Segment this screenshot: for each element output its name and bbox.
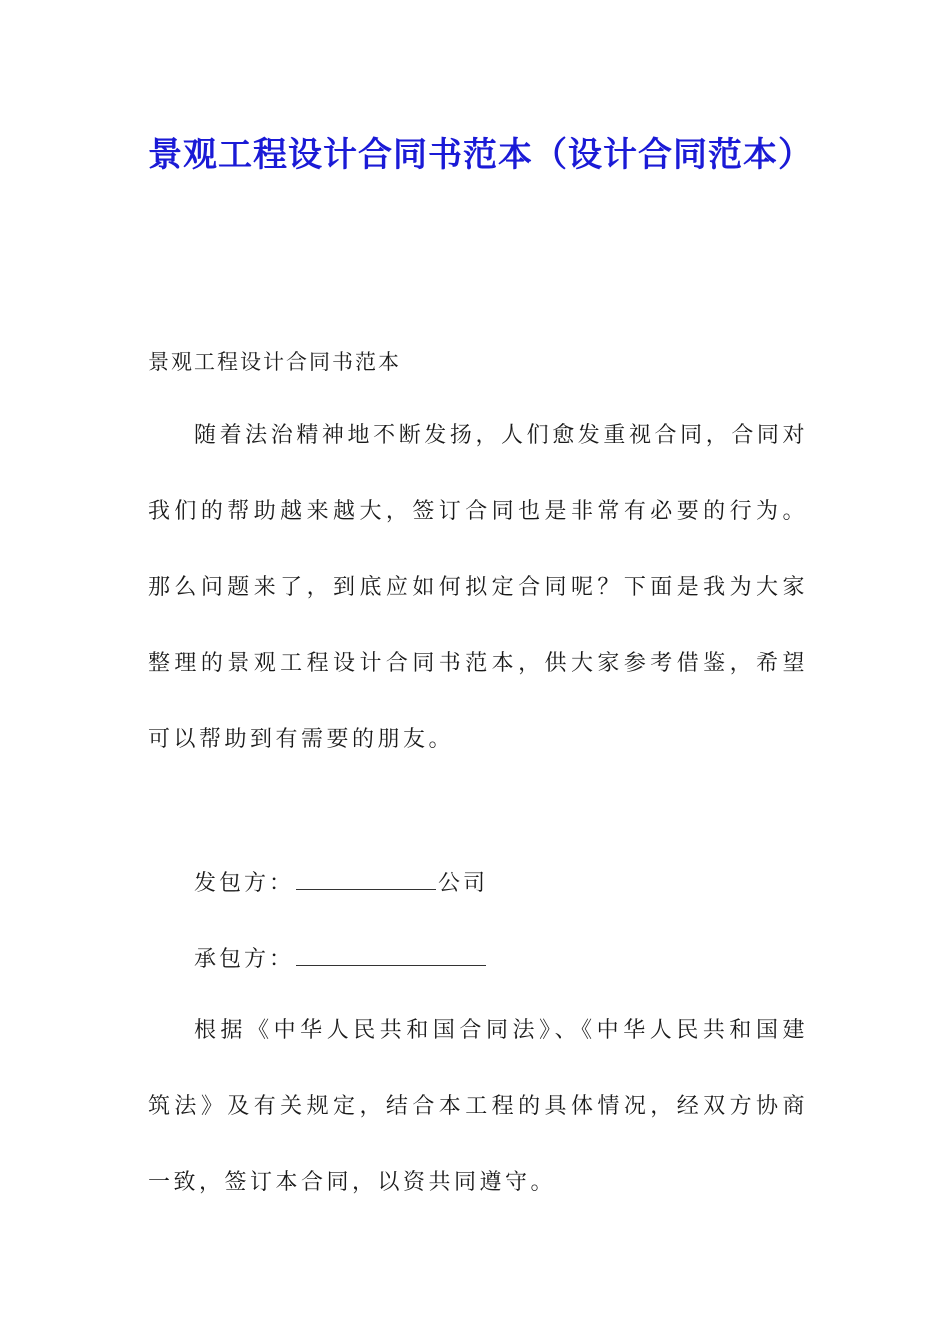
party-a-label: 发包方： [194,871,295,896]
basis-paragraph: 根据《中华人民共和国合同法》、《中华人民共和国建筑法》及有关规定，结合本工程的具体情况，经双方协商一致，签订本合同，以资共同遵守。 [148,1018,808,1195]
party-a-line [194,866,488,897]
party-b-blank [296,943,486,966]
document-title: 景观工程设计合同书范本（设计合同范本） [148,135,813,175]
document-subtitle: 景观工程设计合同书范本 [148,350,401,374]
party-a-blank [296,867,436,890]
party-b-label: 承包方： [194,947,295,972]
party-a-suffix: 公司 [438,871,489,896]
intro-paragraph: 随着法治精神地不断发扬，人们愈发重视合同，合同对我们的帮助越来越大，签订合同也是非常有必要的行为。那么问题来了，到底应如何拟定合同呢？下面是我为大家整理的景观工程设计合同书范本，供大家参考借鉴，希望可以帮助到有需要的朋友。 [148,423,808,752]
party-b-line [194,942,488,973]
